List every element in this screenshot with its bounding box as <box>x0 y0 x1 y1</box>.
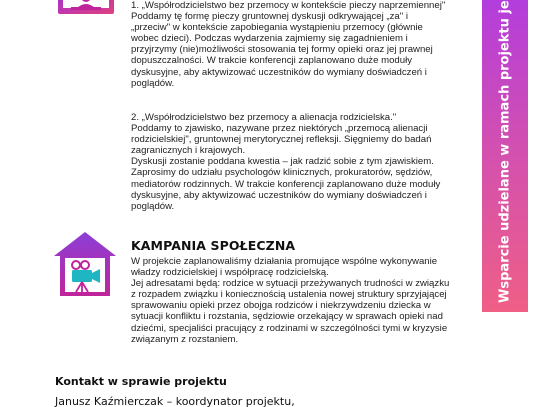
campaign-heading: KAMPANIA SPOŁECZNA <box>131 238 296 253</box>
paragraph-conference-2: 2. „Współrodzicielstwo bez przemocy a alienacja rodzicielska." Poddamy to zjawisko, nazywane przez niektórych „przemocą alienacji rodzicielskiej", gruntownej merytorycznej refleksji. Sięgniemy do badań zagranicznych i krajowych. Dyskusji zostanie poddana kwestia – jak radzić sobie z tym zjawiskiem. Zaprosimy do udziału psychologów klinicznych, prokuratorów, sędziów, mediatorów rodzinnych. W trakcie konferencji zaplanowano duże moduły dyskusyjne, aby aktywizować uczestników do wymiany doświadczeń i poglądów. <box>131 112 441 212</box>
side-band-label: Wsparcie udzielane w ramach projektu je <box>497 0 513 303</box>
side-band-text <box>482 0 528 312</box>
paragraph-conference-1: 1. „Współrodzicielstwo bez przemocy w kontekście pieczy naprzemiennej" Poddamy tę formę pieczy gruntownej dyskusji odkrywającej „za" i „przeciw" w kontekście zapobiegania wystąpieniu przemocy (głównie wobec dzieci). Podczas wydarzenia zajmiemy się zagadnieniem i przyjrzymy (nie)możliwości stosowania tej formy opieki oraz jej prawnej dopuszczalności. W trakcie konferencji zaplanowano duże moduły dyskusyjne, aby aktywizować uczestników do wymiany doświadczeń i poglądów. <box>131 0 446 89</box>
paragraph-campaign: W projekcie zaplanowaliśmy działania promujące wspólne wykonywanie władzy rodzicielskiej i współpracę rodzicielską. Jej adresatami będą: rodzice w sytuacji przeżywanych trudności w związku z rozpadem związku i koniecznością ustalenia nowej struktury sprzyjającej sprawowaniu opieki przez obojga rodziców i niekrzywdzeniu dziecka w sytuacji konfliktu i rozstania, sędziowie orzekający w sprawach opieki nad dziećmi, specjaliści pracujący z rodzinami w szczególności tymi w kryzysie związanym z rozstaniem. <box>131 256 450 345</box>
presenter-podium-icon <box>55 0 117 20</box>
contact-heading: Kontakt w sprawie projektu <box>55 375 227 388</box>
house-video-camera-icon <box>52 230 118 298</box>
contact-person: Janusz Kaźmierczak – koordynator projektu, <box>55 395 295 407</box>
